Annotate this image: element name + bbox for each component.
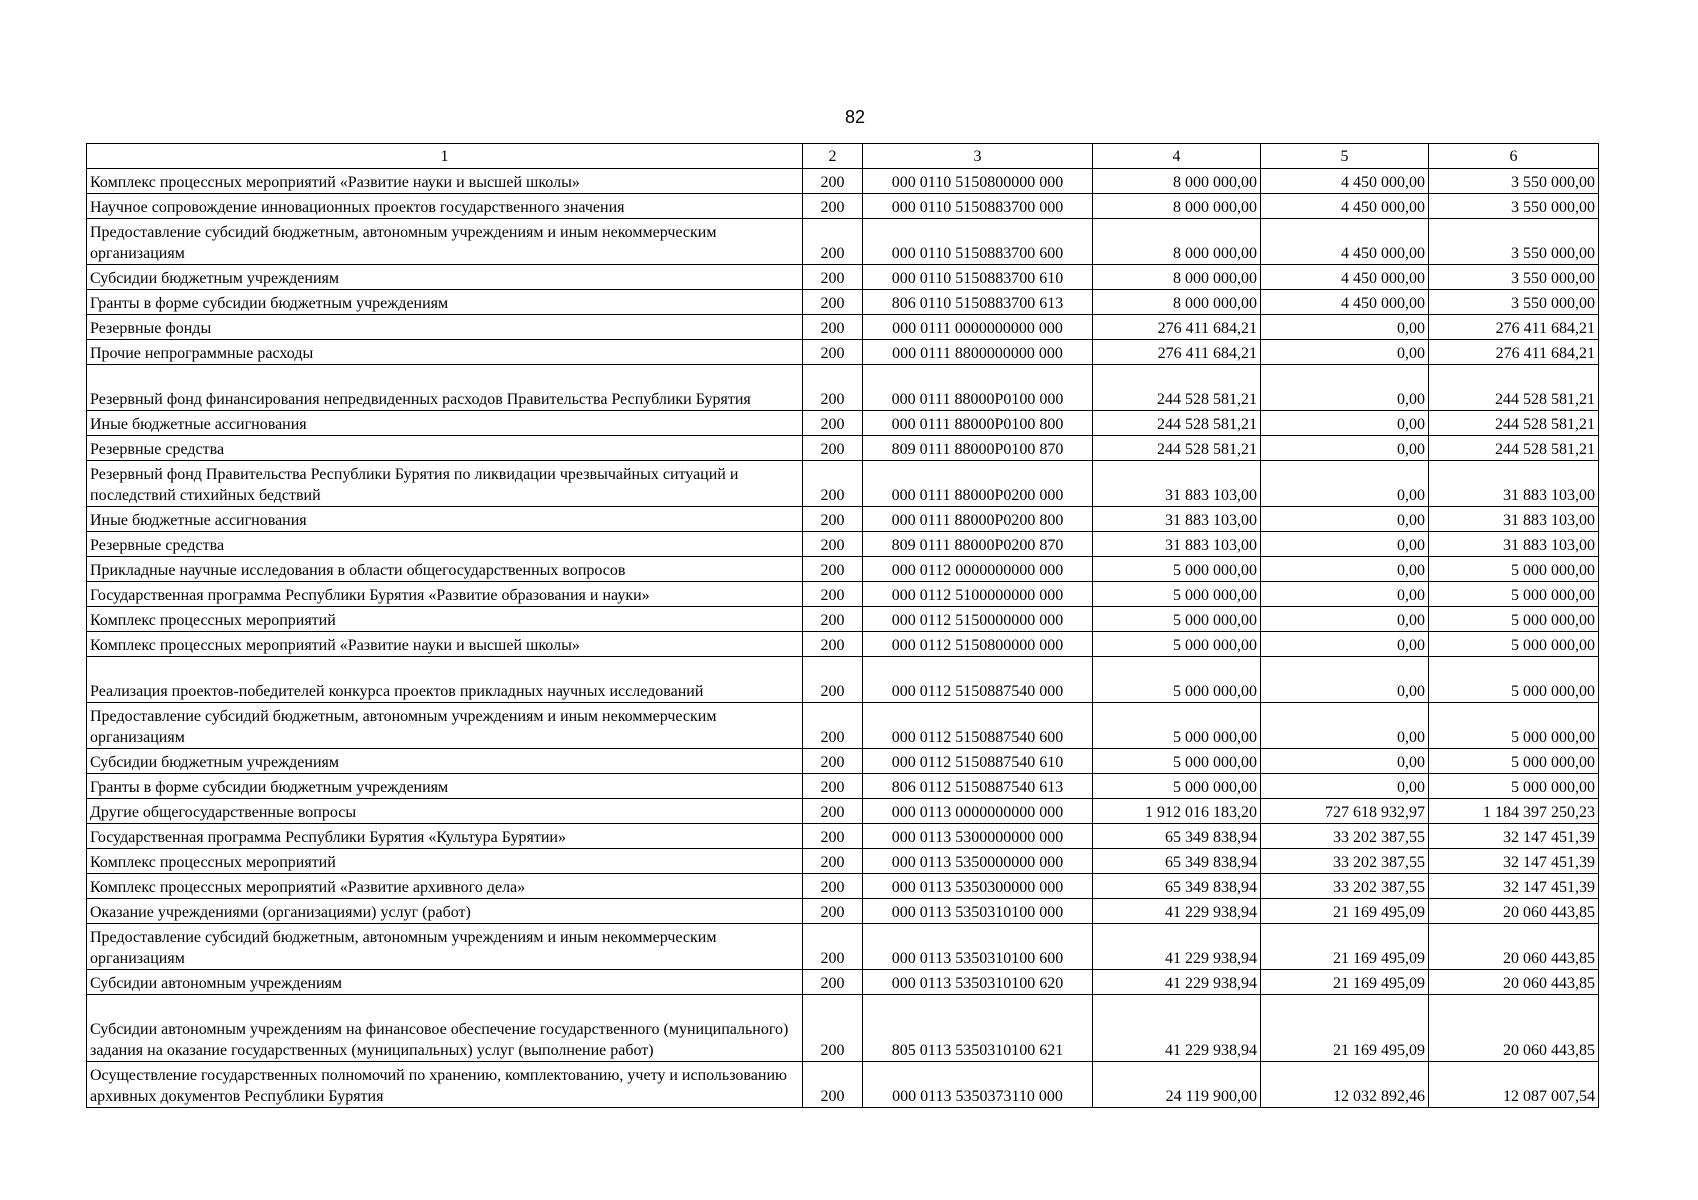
row-col6-cell: 3 550 000,00 xyxy=(1429,169,1599,194)
column-header: 5 xyxy=(1261,144,1429,169)
row-col5-cell: 21 169 495,09 xyxy=(1261,995,1429,1062)
row-col2-cell: 200 xyxy=(803,632,863,657)
row-code-cell: 000 0110 5150800000 000 xyxy=(863,169,1093,194)
row-col4-cell: 8 000 000,00 xyxy=(1093,194,1261,219)
column-header: 1 xyxy=(87,144,803,169)
row-name-cell: Предоставление субсидий бюджетным, автономным учреждениям и иным некоммерческим организациям xyxy=(87,924,803,970)
row-name-cell: Осуществление государственных полномочий по хранению, комплектованию, учету и использованию архивных документов Республики Бурятия xyxy=(87,1062,803,1108)
column-header: 2 xyxy=(803,144,863,169)
row-code-cell: 000 0113 5350310100 600 xyxy=(863,924,1093,970)
row-col4-cell: 41 229 938,94 xyxy=(1093,970,1261,995)
row-col2-cell: 200 xyxy=(803,194,863,219)
table-row xyxy=(87,970,1599,995)
row-code-cell: 000 0111 88000Р0200 000 xyxy=(863,461,1093,507)
row-col5-cell: 4 450 000,00 xyxy=(1261,169,1429,194)
table-row xyxy=(87,582,1599,607)
row-col6-cell: 5 000 000,00 xyxy=(1429,774,1599,799)
row-col6-cell: 32 147 451,39 xyxy=(1429,824,1599,849)
row-col4-cell: 8 000 000,00 xyxy=(1093,290,1261,315)
table-row xyxy=(87,774,1599,799)
table-header-row xyxy=(87,144,1599,169)
row-name-cell: Субсидии бюджетным учреждениям xyxy=(87,749,803,774)
table-row xyxy=(87,315,1599,340)
row-col2-cell: 200 xyxy=(803,582,863,607)
row-code-cell: 000 0113 5350373110 000 xyxy=(863,1062,1093,1108)
row-col6-cell: 276 411 684,21 xyxy=(1429,340,1599,365)
row-name-cell: Комплекс процессных мероприятий «Развитие науки и высшей школы» xyxy=(87,169,803,194)
row-col2-cell: 200 xyxy=(803,219,863,265)
budget-table xyxy=(86,143,1599,1108)
row-col2-cell: 200 xyxy=(803,436,863,461)
row-code-cell: 000 0113 5350310100 620 xyxy=(863,970,1093,995)
row-col5-cell: 21 169 495,09 xyxy=(1261,970,1429,995)
table-row xyxy=(87,1062,1599,1108)
row-code-cell: 806 0110 5150883700 613 xyxy=(863,290,1093,315)
row-code-cell: 000 0111 88000Р0200 800 xyxy=(863,507,1093,532)
table-row xyxy=(87,632,1599,657)
row-col4-cell: 8 000 000,00 xyxy=(1093,169,1261,194)
row-col6-cell: 32 147 451,39 xyxy=(1429,874,1599,899)
table-row xyxy=(87,799,1599,824)
row-name-cell: Комплекс процессных мероприятий «Развитие архивного дела» xyxy=(87,874,803,899)
row-code-cell: 000 0113 5350000000 000 xyxy=(863,849,1093,874)
table-row xyxy=(87,849,1599,874)
row-name-cell: Гранты в форме субсидии бюджетным учреждениям xyxy=(87,774,803,799)
table-row xyxy=(87,507,1599,532)
row-code-cell: 000 0112 5150800000 000 xyxy=(863,632,1093,657)
row-col2-cell: 200 xyxy=(803,532,863,557)
row-code-cell: 000 0110 5150883700 000 xyxy=(863,194,1093,219)
table-row xyxy=(87,340,1599,365)
row-name-cell: Комплекс процессных мероприятий «Развитие науки и высшей школы» xyxy=(87,632,803,657)
row-name-cell: Резервные средства xyxy=(87,532,803,557)
row-col6-cell: 3 550 000,00 xyxy=(1429,265,1599,290)
table-row xyxy=(87,995,1599,1062)
row-col4-cell: 5 000 000,00 xyxy=(1093,632,1261,657)
row-col2-cell: 200 xyxy=(803,799,863,824)
row-code-cell: 000 0110 5150883700 610 xyxy=(863,265,1093,290)
row-col4-cell: 5 000 000,00 xyxy=(1093,703,1261,749)
row-code-cell: 809 0111 88000Р0200 870 xyxy=(863,532,1093,557)
table-row xyxy=(87,749,1599,774)
row-col2-cell: 200 xyxy=(803,411,863,436)
table-row xyxy=(87,290,1599,315)
table-row xyxy=(87,824,1599,849)
row-col5-cell: 0,00 xyxy=(1261,436,1429,461)
row-name-cell: Предоставление субсидий бюджетным, автономным учреждениям и иным некоммерческим организациям xyxy=(87,703,803,749)
row-code-cell: 000 0111 8800000000 000 xyxy=(863,340,1093,365)
row-col4-cell: 5 000 000,00 xyxy=(1093,557,1261,582)
row-col4-cell: 65 349 838,94 xyxy=(1093,874,1261,899)
row-col6-cell: 31 883 103,00 xyxy=(1429,532,1599,557)
row-col5-cell: 4 450 000,00 xyxy=(1261,194,1429,219)
table-row xyxy=(87,411,1599,436)
row-name-cell: Другие общегосударственные вопросы xyxy=(87,799,803,824)
row-col2-cell: 200 xyxy=(803,340,863,365)
row-col6-cell: 244 528 581,21 xyxy=(1429,365,1599,411)
row-name-cell: Иные бюджетные ассигнования xyxy=(87,507,803,532)
row-col5-cell: 0,00 xyxy=(1261,507,1429,532)
table-row xyxy=(87,194,1599,219)
table-row xyxy=(87,169,1599,194)
row-col4-cell: 8 000 000,00 xyxy=(1093,265,1261,290)
row-col5-cell: 727 618 932,97 xyxy=(1261,799,1429,824)
row-col2-cell: 200 xyxy=(803,315,863,340)
row-col2-cell: 200 xyxy=(803,557,863,582)
row-code-cell: 000 0112 5150887540 600 xyxy=(863,703,1093,749)
row-col6-cell: 5 000 000,00 xyxy=(1429,632,1599,657)
row-col6-cell: 3 550 000,00 xyxy=(1429,290,1599,315)
row-code-cell: 000 0112 5150887540 610 xyxy=(863,749,1093,774)
row-col6-cell: 20 060 443,85 xyxy=(1429,899,1599,924)
row-col4-cell: 244 528 581,21 xyxy=(1093,411,1261,436)
row-name-cell: Государственная программа Республики Бурятия «Развитие образования и науки» xyxy=(87,582,803,607)
row-name-cell: Комплекс процессных мероприятий xyxy=(87,849,803,874)
table-row xyxy=(87,436,1599,461)
row-col5-cell: 4 450 000,00 xyxy=(1261,265,1429,290)
row-col2-cell: 200 xyxy=(803,1062,863,1108)
row-col6-cell: 12 087 007,54 xyxy=(1429,1062,1599,1108)
table-row xyxy=(87,365,1599,411)
row-col2-cell: 200 xyxy=(803,924,863,970)
row-col2-cell: 200 xyxy=(803,365,863,411)
row-col5-cell: 21 169 495,09 xyxy=(1261,924,1429,970)
row-col4-cell: 276 411 684,21 xyxy=(1093,315,1261,340)
row-col6-cell: 3 550 000,00 xyxy=(1429,194,1599,219)
row-col2-cell: 200 xyxy=(803,899,863,924)
row-col6-cell: 31 883 103,00 xyxy=(1429,507,1599,532)
row-col5-cell: 0,00 xyxy=(1261,411,1429,436)
row-col5-cell: 0,00 xyxy=(1261,703,1429,749)
row-col2-cell: 200 xyxy=(803,657,863,703)
row-col4-cell: 5 000 000,00 xyxy=(1093,749,1261,774)
row-col5-cell: 0,00 xyxy=(1261,632,1429,657)
row-col2-cell: 200 xyxy=(803,169,863,194)
row-name-cell: Государственная программа Республики Бурятия «Культура Бурятии» xyxy=(87,824,803,849)
row-col5-cell: 0,00 xyxy=(1261,340,1429,365)
row-code-cell: 809 0111 88000Р0100 870 xyxy=(863,436,1093,461)
row-col5-cell: 0,00 xyxy=(1261,749,1429,774)
row-col2-cell: 200 xyxy=(803,507,863,532)
page-number: 82 xyxy=(844,107,866,127)
row-name-cell: Резервные фонды xyxy=(87,315,803,340)
row-name-cell: Субсидии бюджетным учреждениям xyxy=(87,265,803,290)
row-code-cell: 000 0113 5350310100 000 xyxy=(863,899,1093,924)
row-col2-cell: 200 xyxy=(803,290,863,315)
row-name-cell: Субсидии автономным учреждениям на финансовое обеспечение государственного (муниципального) задания на оказание государственных (муниципальных) услуг (выполнение работ) xyxy=(87,995,803,1062)
row-col4-cell: 5 000 000,00 xyxy=(1093,774,1261,799)
row-name-cell: Субсидии автономным учреждениям xyxy=(87,970,803,995)
column-header: 6 xyxy=(1429,144,1599,169)
row-col5-cell: 33 202 387,55 xyxy=(1261,849,1429,874)
row-code-cell: 000 0112 5100000000 000 xyxy=(863,582,1093,607)
row-name-cell: Прочие непрограммные расходы xyxy=(87,340,803,365)
row-col5-cell: 0,00 xyxy=(1261,461,1429,507)
row-code-cell: 000 0112 0000000000 000 xyxy=(863,557,1093,582)
row-name-cell: Научное сопровождение инновационных проектов государственного значения xyxy=(87,194,803,219)
row-col4-cell: 41 229 938,94 xyxy=(1093,924,1261,970)
row-code-cell: 806 0112 5150887540 613 xyxy=(863,774,1093,799)
row-col5-cell: 21 169 495,09 xyxy=(1261,899,1429,924)
row-col5-cell: 0,00 xyxy=(1261,365,1429,411)
table-row xyxy=(87,657,1599,703)
table-row xyxy=(87,461,1599,507)
row-name-cell: Комплекс процессных мероприятий xyxy=(87,607,803,632)
row-col6-cell: 276 411 684,21 xyxy=(1429,315,1599,340)
row-col4-cell: 65 349 838,94 xyxy=(1093,824,1261,849)
row-col6-cell: 32 147 451,39 xyxy=(1429,849,1599,874)
row-name-cell: Резервный фонд Правительства Республики Бурятия по ликвидации чрезвычайных ситуаций и последствий стихийных бедствий xyxy=(87,461,803,507)
row-col6-cell: 20 060 443,85 xyxy=(1429,970,1599,995)
row-col4-cell: 24 119 900,00 xyxy=(1093,1062,1261,1108)
row-col4-cell: 65 349 838,94 xyxy=(1093,849,1261,874)
row-col2-cell: 200 xyxy=(803,970,863,995)
row-col4-cell: 31 883 103,00 xyxy=(1093,461,1261,507)
row-name-cell: Оказание учреждениями (организациями) услуг (работ) xyxy=(87,899,803,924)
table-row xyxy=(87,703,1599,749)
row-name-cell: Резервный фонд финансирования непредвиденных расходов Правительства Республики Бурятия xyxy=(87,365,803,411)
row-col4-cell: 8 000 000,00 xyxy=(1093,219,1261,265)
row-code-cell: 000 0112 5150887540 000 xyxy=(863,657,1093,703)
row-name-cell: Реализация проектов-победителей конкурса проектов прикладных научных исследований xyxy=(87,657,803,703)
table-row xyxy=(87,557,1599,582)
row-col5-cell: 0,00 xyxy=(1261,315,1429,340)
row-code-cell: 000 0113 0000000000 000 xyxy=(863,799,1093,824)
table-row xyxy=(87,532,1599,557)
row-col2-cell: 200 xyxy=(803,774,863,799)
row-col2-cell: 200 xyxy=(803,749,863,774)
row-col6-cell: 5 000 000,00 xyxy=(1429,582,1599,607)
row-col6-cell: 20 060 443,85 xyxy=(1429,924,1599,970)
row-col5-cell: 12 032 892,46 xyxy=(1261,1062,1429,1108)
row-col4-cell: 5 000 000,00 xyxy=(1093,607,1261,632)
row-col5-cell: 33 202 387,55 xyxy=(1261,824,1429,849)
row-col2-cell: 200 xyxy=(803,607,863,632)
row-col6-cell: 31 883 103,00 xyxy=(1429,461,1599,507)
row-col4-cell: 5 000 000,00 xyxy=(1093,657,1261,703)
row-col4-cell: 1 912 016 183,20 xyxy=(1093,799,1261,824)
table-row xyxy=(87,607,1599,632)
row-col6-cell: 5 000 000,00 xyxy=(1429,607,1599,632)
row-code-cell: 000 0113 5300000000 000 xyxy=(863,824,1093,849)
row-col5-cell: 0,00 xyxy=(1261,657,1429,703)
row-col6-cell: 1 184 397 250,23 xyxy=(1429,799,1599,824)
row-col6-cell: 5 000 000,00 xyxy=(1429,557,1599,582)
row-name-cell: Предоставление субсидий бюджетным, автономным учреждениям и иным некоммерческим организациям xyxy=(87,219,803,265)
row-col2-cell: 200 xyxy=(803,874,863,899)
row-col5-cell: 33 202 387,55 xyxy=(1261,874,1429,899)
row-col6-cell: 3 550 000,00 xyxy=(1429,219,1599,265)
row-col5-cell: 0,00 xyxy=(1261,532,1429,557)
row-col6-cell: 244 528 581,21 xyxy=(1429,436,1599,461)
row-col4-cell: 41 229 938,94 xyxy=(1093,899,1261,924)
row-code-cell: 000 0110 5150883700 600 xyxy=(863,219,1093,265)
table-row xyxy=(87,924,1599,970)
row-col5-cell: 0,00 xyxy=(1261,582,1429,607)
row-code-cell: 000 0111 88000Р0100 000 xyxy=(863,365,1093,411)
row-col2-cell: 200 xyxy=(803,265,863,290)
row-code-cell: 000 0112 5150000000 000 xyxy=(863,607,1093,632)
row-col6-cell: 5 000 000,00 xyxy=(1429,703,1599,749)
row-col5-cell: 0,00 xyxy=(1261,774,1429,799)
row-col5-cell: 0,00 xyxy=(1261,557,1429,582)
row-col4-cell: 5 000 000,00 xyxy=(1093,582,1261,607)
row-code-cell: 000 0111 0000000000 000 xyxy=(863,315,1093,340)
row-col6-cell: 5 000 000,00 xyxy=(1429,657,1599,703)
row-col2-cell: 200 xyxy=(803,849,863,874)
row-col5-cell: 4 450 000,00 xyxy=(1261,219,1429,265)
row-col4-cell: 244 528 581,21 xyxy=(1093,365,1261,411)
row-col4-cell: 276 411 684,21 xyxy=(1093,340,1261,365)
table-row xyxy=(87,899,1599,924)
table-row xyxy=(87,874,1599,899)
table-row xyxy=(87,265,1599,290)
row-col4-cell: 41 229 938,94 xyxy=(1093,995,1261,1062)
row-name-cell: Резервные средства xyxy=(87,436,803,461)
column-header: 3 xyxy=(863,144,1093,169)
column-header: 4 xyxy=(1093,144,1261,169)
row-col6-cell: 5 000 000,00 xyxy=(1429,749,1599,774)
table-row xyxy=(87,219,1599,265)
row-name-cell: Прикладные научные исследования в области общегосударственных вопросов xyxy=(87,557,803,582)
row-col4-cell: 244 528 581,21 xyxy=(1093,436,1261,461)
row-col4-cell: 31 883 103,00 xyxy=(1093,507,1261,532)
row-col5-cell: 4 450 000,00 xyxy=(1261,290,1429,315)
row-col2-cell: 200 xyxy=(803,461,863,507)
row-code-cell: 000 0113 5350300000 000 xyxy=(863,874,1093,899)
row-col5-cell: 0,00 xyxy=(1261,607,1429,632)
row-col2-cell: 200 xyxy=(803,995,863,1062)
row-col4-cell: 31 883 103,00 xyxy=(1093,532,1261,557)
row-col2-cell: 200 xyxy=(803,824,863,849)
row-code-cell: 805 0113 5350310100 621 xyxy=(863,995,1093,1062)
row-col2-cell: 200 xyxy=(803,703,863,749)
row-name-cell: Иные бюджетные ассигнования xyxy=(87,411,803,436)
row-name-cell: Гранты в форме субсидии бюджетным учреждениям xyxy=(87,290,803,315)
row-code-cell: 000 0111 88000Р0100 800 xyxy=(863,411,1093,436)
row-col6-cell: 244 528 581,21 xyxy=(1429,411,1599,436)
row-col6-cell: 20 060 443,85 xyxy=(1429,995,1599,1062)
